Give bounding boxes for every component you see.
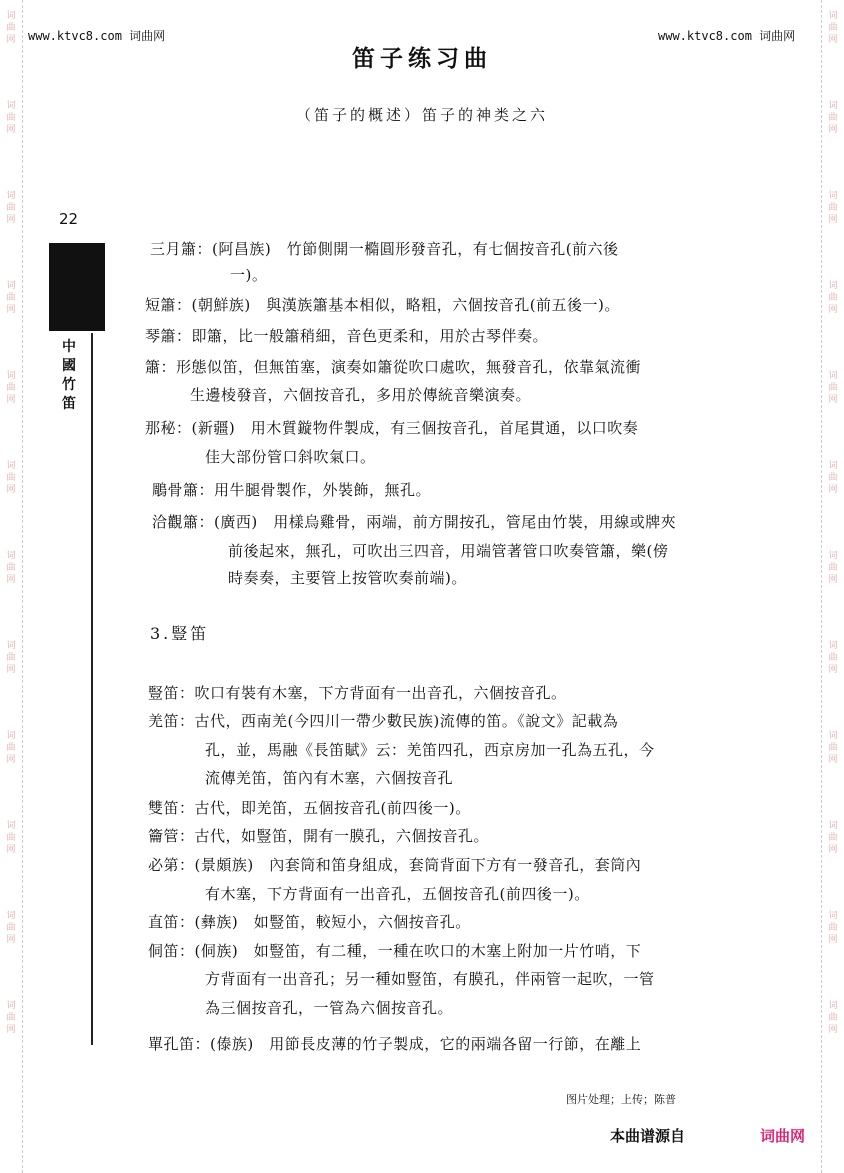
text-line: 短簫：(朝鮮族) 與漢族簫基本相似，略粗，六個按音孔(前五後一)。	[145, 296, 620, 314]
section-heading: 3.豎笛	[150, 624, 210, 643]
watermark-glyph: 网	[6, 35, 16, 45]
watermark-glyphs	[825, 550, 841, 586]
watermark-glyph: 词	[828, 281, 838, 291]
watermark-glyph: 词	[6, 101, 16, 111]
watermark-glyph: 网	[6, 125, 16, 135]
watermark-glyph: 网	[6, 665, 16, 675]
watermark-glyphs	[825, 280, 841, 316]
watermark-glyph: 网	[828, 845, 838, 855]
text-line: 一)。	[230, 266, 268, 284]
text-line: 洽觀簫：(廣西) 用樣烏雞骨，兩端，前方開按孔，管尾由竹裝，用線或牌夾	[152, 513, 677, 531]
source-brand-link[interactable]: 词曲网	[760, 1127, 806, 1145]
watermark-glyphs	[825, 640, 841, 676]
watermark-glyph: 网	[6, 575, 16, 585]
watermark-glyph: 词	[6, 821, 16, 831]
text-line: 簫：形態似笛，但無笛塞，演奏如簫從吹口處吹，無發音孔，依靠氣流衝	[145, 358, 642, 376]
text-line: 孔，並，馬融《長笛賦》云：羌笛四孔，西京房加一孔為五孔，今	[205, 741, 655, 759]
watermark-glyph: 曲	[828, 383, 838, 393]
watermark-glyph: 网	[6, 1025, 16, 1035]
watermark-glyph: 曲	[6, 113, 16, 123]
text-line: 為三個按音孔，一管為六個按音孔。	[205, 999, 454, 1017]
watermark-glyph: 曲	[6, 1013, 16, 1023]
page-number: 22	[59, 210, 79, 228]
watermark-glyph: 词	[828, 461, 838, 471]
text-line: 方背面有一出音孔；另一種如豎笛，有膜孔，伴兩管一起吹，一管	[205, 970, 655, 988]
watermark-glyph: 曲	[828, 1013, 838, 1023]
watermark-glyph: 网	[6, 215, 16, 225]
text-line: 琴簫：即簫，比一般簫稍細，音色更柔和，用於古琴伴奏。	[145, 327, 549, 345]
watermark-glyphs	[825, 460, 841, 496]
watermark-glyphs	[3, 460, 19, 496]
margin-rule	[91, 333, 93, 1045]
text-line: 單孔笛：(傣族) 用節長皮薄的竹子製成，它的兩端各留一行節，在離上	[148, 1035, 642, 1053]
watermark-glyph: 词	[828, 551, 838, 561]
watermark-glyphs	[825, 1000, 841, 1036]
watermark-glyph: 网	[828, 395, 838, 405]
text-line: 前後起來，無孔，可吹出三四音，用端管著管口吹奏管簫，樂(傍	[228, 542, 669, 560]
watermark-glyph: 词	[6, 11, 16, 21]
watermark-glyphs	[3, 370, 19, 406]
watermark-glyph: 网	[828, 935, 838, 945]
source-label: 本曲谱源自	[610, 1127, 686, 1145]
watermark-glyphs	[3, 820, 19, 856]
watermark-glyph: 词	[6, 911, 16, 921]
text-line: 必第：(景頗族) 內套筒和笛身組成，套筒背面下方有一發音孔，套筒內	[148, 856, 642, 874]
watermark-glyph: 词	[828, 821, 838, 831]
watermark-glyph: 曲	[828, 23, 838, 33]
watermark-glyph: 曲	[828, 293, 838, 303]
watermark-glyphs	[825, 190, 841, 226]
watermark-glyph: 曲	[6, 653, 16, 663]
watermark-glyph: 曲	[828, 833, 838, 843]
right-margin-guide	[821, 0, 844, 1173]
text-line: 佳大部份管口斜吹氣口。	[205, 448, 376, 466]
watermark-glyphs	[825, 370, 841, 406]
watermark-glyph: 词	[6, 1001, 16, 1011]
watermark-glyph: 曲	[828, 113, 838, 123]
text-line: 羌笛：古代，西南羌(今四川一帶少數民族)流傳的笛。《說文》記載為	[148, 712, 619, 730]
watermark-glyph: 词	[828, 11, 838, 21]
text-line: 流傳羌笛，笛內有木塞，六個按音孔	[205, 769, 454, 787]
header-left-url[interactable]: www.ktvc8.com	[28, 29, 122, 43]
watermark-glyph: 曲	[828, 923, 838, 933]
text-line: 直笛：(彝族) 如豎笛，較短小，六個按音孔。	[148, 913, 471, 931]
watermark-glyph: 网	[6, 755, 16, 765]
watermark-glyph: 曲	[828, 563, 838, 573]
watermark-glyph: 曲	[6, 293, 16, 303]
text-line: 生邊棱發音，六個按音孔，多用於傳統音樂演奏。	[190, 386, 532, 404]
watermark-glyph: 网	[828, 1025, 838, 1035]
watermark-glyph: 曲	[6, 923, 16, 933]
watermark-glyph: 曲	[828, 473, 838, 483]
text-line: 雙笛：古代，即羌笛，五個按音孔(前四後一)。	[148, 799, 471, 817]
watermark-glyph: 网	[6, 395, 16, 405]
page-title: 笛子练习曲	[352, 46, 492, 72]
watermark-glyph: 曲	[828, 203, 838, 213]
watermark-glyph: 网	[6, 935, 16, 945]
watermark-glyph: 网	[828, 305, 838, 315]
watermark-glyph: 词	[6, 731, 16, 741]
watermark-glyph: 曲	[6, 23, 16, 33]
watermark-glyph: 词	[6, 461, 16, 471]
watermark-glyphs	[3, 190, 19, 226]
watermark-glyphs	[3, 730, 19, 766]
watermark-glyphs	[3, 1000, 19, 1036]
watermark-glyph: 曲	[6, 203, 16, 213]
watermark-glyph: 曲	[6, 563, 16, 573]
watermark-glyph: 词	[828, 911, 838, 921]
watermark-glyph: 网	[828, 215, 838, 225]
watermark-glyph: 网	[828, 665, 838, 675]
watermark-glyphs	[825, 910, 841, 946]
watermark-glyphs	[825, 820, 841, 856]
watermark-glyph: 词	[828, 1001, 838, 1011]
watermark-glyph: 曲	[6, 743, 16, 753]
watermark-glyph: 词	[828, 191, 838, 201]
watermark-glyph: 网	[828, 755, 838, 765]
side-book-title: 中國竹笛	[62, 339, 76, 412]
header-left-site: 词曲网	[129, 29, 166, 43]
watermark-glyph: 词	[6, 191, 16, 201]
watermark-glyph: 曲	[6, 833, 16, 843]
watermark-glyph: 网	[828, 35, 838, 45]
image-credit: 图片处理；上传；陈普	[566, 1093, 676, 1106]
header-right-site: 词曲网	[759, 29, 796, 43]
header-right-url[interactable]: www.ktvc8.com	[658, 29, 752, 43]
watermark-glyphs	[3, 640, 19, 676]
watermark-glyph: 曲	[6, 383, 16, 393]
watermark-glyph: 网	[6, 305, 16, 315]
watermark-glyph: 词	[6, 281, 16, 291]
watermark-glyph: 曲	[6, 473, 16, 483]
watermark-glyphs	[825, 730, 841, 766]
page-subtitle: （笛子的概述）笛子的神类之六	[295, 106, 548, 124]
watermark-glyph: 词	[828, 731, 838, 741]
text-line: 籥管：古代，如豎笛，開有一膜孔，六個按音孔。	[148, 827, 490, 845]
watermark-glyph: 网	[828, 575, 838, 585]
left-margin-guide	[0, 0, 23, 1173]
text-line: 有木塞，下方背面有一出音孔，五個按音孔(前四後一)。	[205, 885, 590, 903]
watermark-glyph: 词	[828, 101, 838, 111]
watermark-glyph: 网	[828, 485, 838, 495]
watermark-glyph: 网	[6, 485, 16, 495]
text-line: 那秘：(新疆) 用木質鏇物件製成，有三個按音孔，首尾貫通，以口吹奏	[145, 419, 639, 437]
watermark-glyph: 词	[6, 551, 16, 561]
chapter-tab-block	[49, 243, 105, 331]
watermark-glyph: 词	[6, 371, 16, 381]
watermark-glyph: 曲	[828, 743, 838, 753]
watermark-glyph: 网	[6, 845, 16, 855]
watermark-glyph: 网	[828, 125, 838, 135]
watermark-glyph: 曲	[828, 653, 838, 663]
text-line: 鵰骨簫：用牛腿骨製作，外裝飾，無孔。	[152, 481, 432, 499]
watermark-glyphs	[3, 910, 19, 946]
text-line: 豎笛：吹口有裝有木塞，下方背面有一出音孔，六個按音孔。	[148, 684, 567, 702]
watermark-glyph: 词	[828, 641, 838, 651]
watermark-glyph: 词	[828, 371, 838, 381]
watermark-glyphs	[3, 280, 19, 316]
text-line: 時奏奏，主要管上按管吹奏前端)。	[228, 569, 467, 587]
watermark-glyphs	[3, 550, 19, 586]
watermark-glyph: 词	[6, 641, 16, 651]
text-line: 三月簫：(阿昌族) 竹節側開一橢圓形發音孔，有七個按音孔(前六後	[150, 240, 619, 258]
text-line: 侗笛：(侗族) 如豎笛，有二種，一種在吹口的木塞上附加一片竹哨，下	[148, 942, 642, 960]
